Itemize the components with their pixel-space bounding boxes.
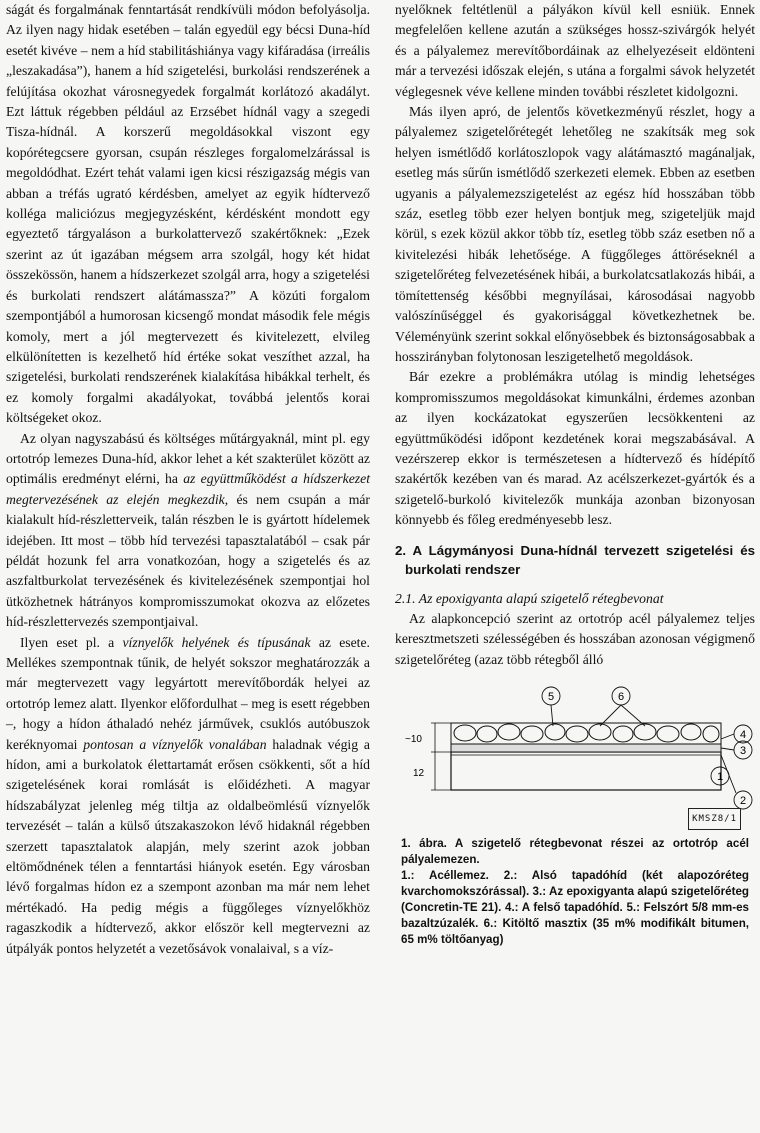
body-paragraph: ságát és forgalmának fenntartását rendkívüli módon befolyásolja. Az ilyen nagy hidak esetében – talán egyedül egy bécsi Duna-híd esetét kivéve – nem a híd stabilitáshiánya vagy kifáradása (irreális „leszakadása”), hanem a híd szigetelési, burkolási rendszerének a felújítása okozhat városnegyedek forgalmát korlátozó akadályt. Ezt láttuk régebben például az Erzsébet hídnál vagy a szegedi Tisza-hídnál. A korszerű megoldásokkal viszont egy kopórétegcsere gyorsan, csupán részleges forgalomelzárással is megoldódhat. Ezért tehát valami igen kicsi részigazság mégis van abban a tréfás ugrató kérdésben, amelyet az egyik hídtervező kolléga maliciózus megjegyzésként, kérdésként mondott egy egyeztető tárgyaláson a burkolattervező szakértőknek: „Ezek szerint az út igazában mégsem arra szolgál, hogy két hidat összekössön, hanem a hídszerkezet szolgál arra, hogy a szigetelési és burkolati rendszert alátámassza?” A közúti forgalom szempontjából a humorosan kicsengő mondat második fele mégis komoly, mert a jól megtervezett és kivitelezett, elvileg elkülönítetten is kezelhető híd értéke sokat veszíthet azzal, ha szigetelési, burkolati rendszerének kialakítása hibákkal terhelt, és ez komoly forgalmi akadályokat, továbbá jelentős korai költségeket okoz. (6, 2, 370, 426)
body-paragraph (6, 429, 370, 633)
emphasis-text: pontosan a víznyelők vonalában (83, 736, 267, 752)
text-run: Az olyan nagyszabású és költséges műtárgyaknál, mint pl. egy ortotróp lemezes Duna-híd, akkor lehet a két szakterület között az optimális eredményt elérni, ha (6, 430, 370, 487)
emphasis-text: az együttműködést a hídszerkezet megtervezésének az elején megkezdik (6, 471, 370, 507)
body-paragraph (6, 633, 370, 960)
body-paragraph: Más ilyen apró, de jelentős következményű részlet, hogy a pályalemez szigetelőrétegét lehetőleg ne szakítsák meg sok helyen ismétlődő korlátoszlopok vagy alátámasztó magánaljak, esetleg más sűrűn ismétlődő szerkezeti elemek. Ebben az esetben ugyanis a pályalemezszigetelést az egész híd hosszában több száz, esetleg több ezer helyen bontjuk meg, szigeteljük majd körül, s ezek közül akkor több tíz, esetleg több száz esetben nő a kivitelezési hibák lehetősége. A függőleges áttöréseknél a szigetelőréteg felvezetésének hibái, a burkolatcsatlakozás hibái, a tömítettenség későbbi megnyílásai, károsodásai nagyobb valószínűséggel és gyakorisággal következhetnek be. Véleményünk szerint sokkal előnyösebbek és biztonságosabbak a hosszirányban folytonosan leszigetelhető megoldások. (395, 104, 755, 364)
layer-diagram-figure (395, 676, 755, 836)
dimension-top-label: ~10 (405, 734, 422, 746)
body-paragraph: nyelőknek feltétlenül a pályákon kívül kell esniük. Ennek megfelelően kellene azután a szükséges hossz-szivárgók helyét és a pályalemez merevítőbordáinak az elhelyezéseit eldönteni már a tervezési időszak elején, s utána a forgalmi sávok helyzetét véglegesnek véve kellene minden további részletet kidolgozni. (395, 2, 755, 99)
body-paragraph: Bár ezekre a problémákra utólag is mindig lehetséges kompromisszumos megoldásokat kimunkálni, érdemes azonban az ilyen kockázatokat egyszerűen lecsökkenteni az együttműködési időpont kezdetének korai megszabásával. A vezérszerep ekkor is természetesen a hídtervező és hídépítő szakértők kezében van és marad. Az acélszerkezet-gyártók és a szigetelő-burkoló kivitelezők munkája azonban bizonyosan könnyebb és főleg eredményesebb lesz. (395, 369, 755, 528)
callout-label-2: 2 (739, 795, 747, 808)
emphasis-text: víznyelők helyének és típusának (122, 634, 311, 650)
callout-label-3: 3 (739, 745, 747, 758)
callout-label-5: 5 (547, 691, 555, 704)
text-run: , és nem csupán a már kialakult híd-részletterveik, talán részben le is gyártott hídelemek idejében. Itt most – több híd tervezési tapasztalatából – csak pár példát hozunk fel arra vonatkozóan, hogy a szigetelés és az aszfaltburkolat tervezésének és kivitelezésének szempontjai hol ütközhetnek hátrányos kompromisszumokat okozva az előzetes híd-részlettervezés szempontjaival. (6, 491, 370, 630)
section-heading: 2. A Lágymányosi Duna-hídnál tervezett szigetelési és burkolati rendszer (395, 542, 755, 577)
text-run: Ilyen eset pl. a (20, 634, 123, 650)
figure-code: KMSZ8/1 (688, 808, 741, 830)
text-run: az esete. Mellékes szempontnak tűnik, de helyét sokszor meghatározzák a már megtervezett vagy legyártott merevítőbordák helyei az ortotróp lemez alatt. Ilyenkor előfordulhat – meg is esett régebben –, hogy a hídon áthaladó nehéz járművek, csuklós autóbuszok keréknyomai (6, 634, 370, 752)
dimension-bottom-label: 12 (413, 768, 425, 780)
text-run: haladnak végig a hídon, ami a burkolatok élettartamát erősen csökkenti, sőt a híd szigetelésének korai romlását is előidézheti. A magyar hídszabályzat jelenleg még tiltja az oldalbeömlésű víznyelők tervezését – talán a külső útszakaszokon lévő hidaknál régebben szerzett tapasztalatok alapján, mely szerint azok jobban eltömődnének télen a fenntartási hiányok esetén. Egy városban lévő forgalmas hídon ez a szempont azonban ma már nem lehet mértékadó. Ha pedig mégis a függőleges víznyelőkhöz ragaszkodik a hídtervező, akkor először kell megtervezni az útpályák pontos helyzetét a vezetősávok vonalaival, s a víz- (6, 736, 370, 956)
callout-label-4: 4 (739, 729, 747, 742)
callout-label-6: 6 (617, 691, 625, 704)
steel-plate-layer (451, 752, 724, 790)
subsection-heading: 2.1. Az epoxigyanta alapú szigetelő rétegbevonat (395, 590, 664, 606)
body-paragraph: Az alapkoncepció szerint az ortotróp acél pályalemez teljes keresztmetszeti szélességében és hosszában azonosan végigmenő szigetelőréteg (azaz több rétegből álló (395, 610, 755, 667)
epoxy-layer (451, 744, 721, 752)
figure-caption-title: 1. ábra. A szigetelő rétegbevonat részei az ortotróp acél pályalemezen. (401, 837, 749, 867)
callout-label-1: 1 (716, 771, 724, 784)
left-column (6, 0, 370, 959)
right-column (395, 0, 755, 948)
figure-caption-body: 1.: Acéllemez. 2.: Alsó tapadóhíd (két alapozóréteg kvarchomokszórással). 3.: Az epoxigyanta alapú szigetelőréteg (Concretin-TE 21). 4.: A felső tapadóhíd. 5.: Felszórt 5/8 mm-es bazaltzúzalék. 6.: Kitöltő masztix (35 m% modifikált bitumen, 65 m% töltőanyag) (401, 869, 749, 947)
